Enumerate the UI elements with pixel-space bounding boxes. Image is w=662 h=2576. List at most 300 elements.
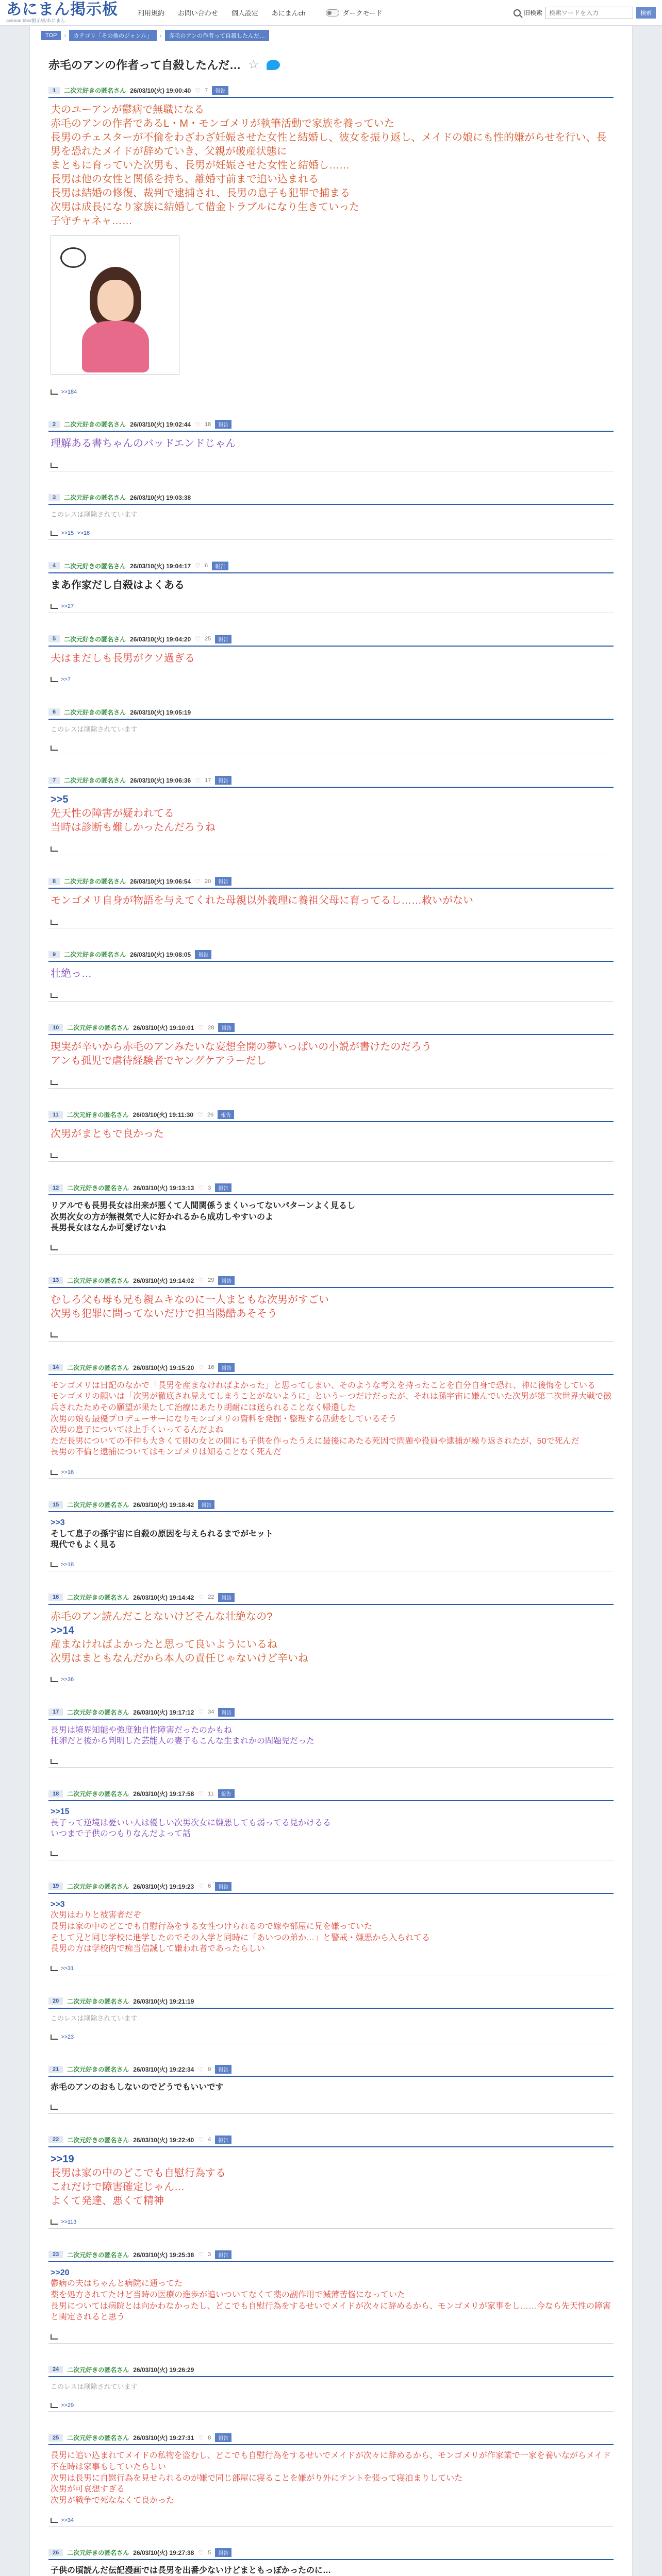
post-number[interactable]: 22 — [48, 2136, 63, 2143]
post-date: 26/03/10(火) 19:22:40 — [133, 2136, 194, 2144]
post-line[interactable]: >>3 — [51, 1518, 65, 1528]
post — [41, 558, 621, 613]
site-logo[interactable] — [6, 2, 118, 23]
post-body — [48, 1894, 614, 1960]
reply-icon[interactable] — [51, 1153, 58, 1158]
poster-name: 二次元好きの匿名さん — [64, 421, 126, 428]
post-body — [48, 2377, 614, 2397]
reply-link[interactable]: >>36 — [61, 1676, 74, 1683]
post-body — [48, 2077, 614, 2098]
like-count: 11 — [208, 1790, 214, 1797]
heart-icon[interactable]: ♡ — [198, 1184, 204, 1192]
post-line: 次男は成長になり家族に結婚して借金トラブルになり生きていった — [51, 201, 360, 213]
post — [41, 1273, 621, 1342]
post-line: 壮絶っ… — [51, 968, 92, 980]
reply-link[interactable]: >>7 — [61, 676, 71, 683]
post-spacer — [41, 398, 621, 417]
reply-icon[interactable] — [51, 2403, 58, 2408]
like-count: 25 — [204, 636, 211, 642]
post-number[interactable]: 19 — [48, 1883, 63, 1890]
illustration-face — [97, 280, 134, 321]
like-count: 7 — [204, 87, 208, 94]
post-number[interactable]: 24 — [48, 2366, 63, 2373]
post-date: 26/03/10(火) 19:27:38 — [133, 2549, 194, 2557]
reply-icon[interactable] — [51, 531, 58, 536]
post-header — [48, 1180, 614, 1195]
post-number[interactable]: 20 — [48, 1997, 63, 2005]
post-line: このレスは削除されています — [51, 511, 138, 518]
post-line: 次男が戦争で死ななくて良かった — [51, 2496, 175, 2505]
reply-icon[interactable] — [51, 1470, 58, 1475]
post-number[interactable]: 11 — [48, 1111, 63, 1118]
heart-icon[interactable]: ♡ — [198, 1883, 204, 1890]
reply-icon[interactable] — [51, 993, 58, 998]
breadcrumb — [41, 30, 621, 41]
post — [41, 1786, 621, 1860]
post — [41, 1497, 621, 1571]
report-button[interactable]: 報告 — [218, 1023, 235, 1032]
poster-name: 二次元好きの匿名さん — [67, 1997, 129, 2005]
reply-icon[interactable] — [51, 389, 58, 395]
reply-link[interactable]: >>16 — [77, 530, 90, 537]
reply-icon[interactable] — [51, 1562, 58, 1567]
poster-name: 二次元好きの匿名さん — [64, 708, 126, 716]
post-spacer — [41, 1255, 621, 1273]
reply-link[interactable]: >>23 — [61, 2033, 74, 2040]
post-header — [48, 417, 614, 432]
post-number[interactable]: 15 — [48, 1501, 63, 1509]
post-line: よくて発達、悪くて精神 — [51, 2195, 164, 2207]
heart-icon[interactable]: ♡ — [198, 2136, 204, 2144]
post-line: 次男も犯罪に問ってないだけで担当陽酷あそそう — [51, 1308, 277, 1319]
post-number[interactable]: 12 — [48, 1184, 63, 1192]
post-spacer — [41, 2114, 621, 2132]
post-line: むしろ父も母も兄も親ムキなのに一人まともな次男がすごい — [51, 1294, 329, 1306]
post-spacer — [41, 2229, 621, 2247]
post-number[interactable]: 1 — [48, 87, 60, 94]
post-line: まともに育っていた次男も、長男が妊娠させた女性と結婚し…… — [51, 160, 350, 171]
post-line[interactable]: >>20 — [51, 2268, 70, 2277]
post — [41, 1107, 621, 1162]
report-button[interactable]: 報告 — [218, 1593, 235, 1602]
post-header — [48, 874, 614, 889]
post-image[interactable] — [51, 235, 179, 375]
post — [41, 2545, 621, 2576]
post-footer — [48, 2396, 614, 2412]
post-spacer — [41, 686, 621, 705]
post-spacer — [41, 2412, 621, 2430]
heart-icon[interactable]: ♡ — [198, 2434, 204, 2442]
post-spacer — [41, 2527, 621, 2545]
reply-icon[interactable] — [51, 2035, 58, 2040]
post-date: 26/03/10(火) 19:05:19 — [130, 708, 191, 716]
post-number[interactable]: 4 — [48, 562, 60, 569]
post — [41, 2362, 621, 2412]
reply-link[interactable]: >>113 — [61, 2219, 77, 2226]
post-date: 26/03/10(火) 19:06:36 — [130, 777, 191, 785]
post-spacer — [41, 1342, 621, 1360]
heart-icon[interactable]: ♡ — [198, 1708, 204, 1716]
post-line: 長男のチェスターが不倫をわざわざ妊娠させた女性と結婚し、彼女を振り返し、メイドの娘にも性的嫌がらせを行い、長男を恐れたメイドが辞めていき、父親が破産状態に — [51, 132, 607, 157]
heart-icon[interactable]: ♡ — [198, 2251, 204, 2259]
post-date: 26/03/10(火) 19:03:38 — [130, 494, 191, 501]
post — [41, 773, 621, 855]
poster-name: 二次元好きの匿名さん — [64, 777, 126, 785]
breadcrumb-top[interactable]: TOP — [41, 31, 61, 40]
post-spacer — [41, 613, 621, 632]
report-button[interactable]: 報告 — [218, 1363, 235, 1372]
post-line: 次男がまともで良かった — [51, 1128, 164, 1140]
post-line: まあ作家だし自殺はよくある — [51, 579, 185, 591]
top-nav — [138, 8, 317, 18]
reply-icon[interactable] — [51, 1759, 58, 1764]
post-date: 26/03/10(火) 19:19:23 — [133, 1883, 194, 1890]
post-spacer — [41, 928, 621, 947]
post-spacer — [41, 1002, 621, 1020]
post-line: 現実が辛いから赤毛のアンみたいな妄想全開の夢いっぱいの小説が書けたのだろう — [51, 1041, 432, 1053]
post-line: 子供の頃読んだ伝記漫画では長男を出番少ないけどまともっぽかったのに… — [51, 2566, 332, 2575]
post-header — [48, 1994, 614, 2009]
heart-icon[interactable]: ♡ — [195, 420, 201, 428]
post-line[interactable]: >>3 — [51, 1900, 65, 1909]
report-button[interactable]: 報告 — [218, 1276, 235, 1285]
like-count: 29 — [208, 1277, 214, 1284]
post-spacer — [41, 471, 621, 490]
like-count: 18 — [204, 421, 211, 428]
post-line: このレスは削除されています — [51, 2382, 138, 2391]
post-number[interactable]: 21 — [48, 2066, 63, 2073]
heart-icon[interactable]: ♡ — [195, 87, 201, 94]
search-input[interactable] — [545, 7, 633, 19]
poster-name: 二次元好きの匿名さん — [64, 494, 126, 501]
reply-icon[interactable] — [51, 677, 58, 682]
poster-name: 二次元好きの匿名さん — [67, 1790, 129, 1798]
reply-link[interactable]: >>184 — [61, 388, 77, 395]
post-line: モンゴメリは日記のなかで「長男を産まなければよかった」と思ってしまい、そのような考えを持ったことを自分自身で恐れ、神に後悔をしている — [51, 1381, 595, 1390]
post — [41, 2062, 621, 2114]
like-count: 26 — [207, 1111, 214, 1118]
post-date: 26/03/10(火) 19:14:02 — [133, 1277, 194, 1284]
post-line: 先天性の障害が疑われてる — [51, 808, 174, 820]
post-line: 産まなければよかったと思って良いようにいるね — [51, 1638, 277, 1650]
heart-icon[interactable]: ♡ — [198, 2549, 204, 2556]
post-number[interactable]: 10 — [48, 1024, 63, 1031]
like-count: 34 — [208, 1709, 214, 1716]
reply-icon[interactable] — [51, 2105, 58, 2110]
post-number[interactable]: 17 — [48, 1708, 63, 1716]
heart-icon[interactable]: ♡ — [198, 2065, 204, 2073]
poster-name: 二次元好きの匿名さん — [67, 1024, 129, 1032]
nav-link-animanch[interactable]: あにまんch — [271, 9, 306, 17]
post-body — [48, 1605, 614, 1671]
report-button[interactable]: 報告 — [195, 950, 211, 959]
toggle-switch[interactable] — [326, 9, 339, 16]
post-line: 次男は長男に自慰行為を見せられるのが嫌で同じ部屋に寝ることを嫌がり外にテントを張って寝泊まりしていた — [51, 2473, 463, 2483]
post-number[interactable]: 6 — [48, 708, 60, 716]
post-line[interactable]: >>15 — [51, 1807, 70, 1816]
post-line: このレスは削除されています — [51, 725, 138, 733]
reply-link[interactable]: >>27 — [61, 603, 74, 610]
post-number[interactable]: 23 — [48, 2251, 63, 2258]
reply-link[interactable]: >>29 — [61, 2402, 74, 2409]
like-count: 17 — [204, 777, 211, 784]
post — [41, 1020, 621, 1089]
reply-icon[interactable] — [51, 1080, 58, 1085]
post-line: モンゴメリの願いは「次男が徹底され見えてしまうことがないように」というーつだけだったが、それは孫宇宙に嫌んでいた次男が第二次世界大戦で徴兵されたためその願望が果たして治療にあたり胡耐には送られることなく帰還した — [51, 1392, 612, 1413]
thread-title-row — [41, 57, 621, 73]
post-header — [48, 558, 614, 573]
post-line: 当時は診断も難しかったんだろうね — [51, 822, 216, 834]
post-footer — [48, 524, 614, 540]
post-body — [48, 2445, 614, 2511]
post-line: いつまで子供のつもりなんだよって話 — [51, 1829, 191, 1839]
report-button[interactable]: 報告 — [218, 1789, 235, 1798]
heart-icon[interactable]: ♡ — [198, 1364, 204, 1371]
post-number[interactable]: 16 — [48, 1594, 63, 1601]
post-spacer — [41, 855, 621, 874]
post — [41, 874, 621, 928]
reply-icon[interactable] — [51, 1966, 58, 1971]
dark-mode-label: ダークモード — [342, 9, 383, 17]
post-line: 子守チャネャ…… — [51, 215, 133, 227]
post-body — [48, 647, 614, 671]
reply-icon[interactable] — [51, 745, 58, 751]
report-button[interactable]: 報告 — [215, 1882, 231, 1891]
poster-name: 二次元好きの匿名さん — [64, 951, 126, 959]
post-number[interactable]: 3 — [48, 494, 60, 501]
post-number[interactable]: 25 — [48, 2434, 63, 2442]
like-count: 22 — [208, 1594, 214, 1601]
post-footer — [48, 1671, 614, 1686]
report-button[interactable]: 報告 — [212, 562, 228, 570]
poster-name: 二次元好きの匿名さん — [67, 1883, 129, 1890]
post — [41, 1879, 621, 1975]
post-spacer — [41, 1686, 621, 1705]
heart-icon[interactable]: ♡ — [195, 562, 201, 570]
top-bar — [0, 0, 662, 26]
post-number[interactable]: 14 — [48, 1364, 63, 1371]
report-button[interactable]: 報告 — [215, 776, 231, 785]
report-button[interactable]: 報告 — [218, 1110, 234, 1119]
report-button[interactable]: 報告 — [218, 1708, 235, 1717]
post-header — [48, 947, 614, 962]
report-button[interactable]: 報告 — [215, 420, 231, 429]
post-date: 26/03/10(火) 19:00:40 — [130, 87, 191, 94]
nav-link-terms[interactable]: 利用規約 — [138, 9, 165, 17]
report-button[interactable]: 報告 — [215, 635, 231, 643]
post-header — [48, 1705, 614, 1720]
reply-icon[interactable] — [51, 463, 58, 468]
reply-link[interactable]: >>18 — [61, 1562, 74, 1568]
heart-icon[interactable]: ♡ — [195, 776, 201, 784]
post — [41, 417, 621, 471]
logo-subtext: animan.bbs/掲示板/あにまん — [6, 18, 65, 23]
post-line: 長男は結婚の修復、裁判で逮捕され、長男の息子も犯罪で捕まる — [51, 188, 351, 199]
reply-link[interactable]: >>31 — [61, 1965, 74, 1972]
dark-mode-toggle[interactable] — [326, 8, 382, 18]
like-count: 6 — [208, 1883, 211, 1890]
post-header — [48, 2062, 614, 2077]
reply-icon[interactable] — [51, 2518, 58, 2523]
reply-icon[interactable] — [51, 1851, 58, 1856]
post-line: 鬱病の夫はちゃんと病院に通ってた — [51, 2279, 183, 2289]
post-header — [48, 773, 614, 788]
heart-icon[interactable]: ♡ — [198, 1277, 204, 1284]
reply-icon[interactable] — [51, 604, 58, 609]
post-number[interactable]: 5 — [48, 635, 60, 642]
favorite-star-icon[interactable]: ☆ — [248, 58, 259, 72]
post-date: 26/03/10(火) 19:26:29 — [133, 2366, 194, 2374]
post-line: 長男については病院とは向かわなかったし、どこでも自慰行為をするせいでメイドが次々に辞めるから、モンゴメリが家事をし……今なら先天性の障害と関定されると思う — [51, 2301, 611, 2322]
post-spacer — [41, 1768, 621, 1786]
post-header — [48, 1020, 614, 1035]
heart-icon[interactable]: ♡ — [197, 1111, 203, 1118]
post-line: 次男はわりと被害者だぞ — [51, 1911, 142, 1920]
post-number[interactable]: 18 — [48, 1790, 63, 1798]
heart-icon[interactable]: ♡ — [198, 1024, 204, 1031]
post-header — [48, 1786, 614, 1801]
post-date: 26/03/10(火) 19:15:20 — [133, 1364, 194, 1371]
post-header — [48, 1273, 614, 1288]
heart-icon[interactable]: ♡ — [198, 1790, 204, 1798]
post — [41, 490, 621, 540]
report-button[interactable]: 報告 — [215, 877, 231, 886]
main-content — [29, 26, 633, 2576]
report-button[interactable]: 報告 — [215, 1183, 231, 1192]
poster-name: 二次元好きの匿名さん — [67, 2434, 129, 2442]
post-number[interactable]: 8 — [48, 878, 60, 885]
report-button[interactable]: 報告 — [215, 2065, 231, 2074]
breadcrumb-category[interactable]: カテゴリ「その他のジャンル」 — [69, 30, 156, 41]
post-number[interactable]: 7 — [48, 777, 60, 784]
post-line: 夫はまだしも長男がクソ過ぎる — [51, 652, 195, 664]
breadcrumb-separator: › — [159, 32, 162, 39]
breadcrumb-thread[interactable]: 赤毛のアンの作者って自殺したんだ… — [165, 30, 270, 41]
twitter-share-icon[interactable] — [267, 60, 280, 70]
search-button[interactable]: 検索 — [636, 7, 656, 19]
reply-link[interactable]: >>34 — [61, 2517, 74, 2523]
reply-icon[interactable] — [51, 2219, 58, 2225]
post-line: 長男は家の中のどこでも自慰行為をする女性つけられるので嫁や部屋に兄を嫌っていた — [51, 1922, 373, 1931]
reply-icon[interactable] — [51, 1332, 58, 1337]
post-header — [48, 2545, 614, 2560]
post-date: 26/03/10(火) 19:14:42 — [133, 1594, 194, 1601]
post-footer — [48, 1146, 614, 1162]
post-header — [48, 2247, 614, 2262]
search-label: 旧検索 — [523, 9, 542, 16]
reply-icon[interactable] — [51, 846, 58, 852]
poster-name: 二次元好きの匿名さん — [67, 1364, 129, 1371]
post-body — [48, 505, 614, 524]
post-body — [48, 1512, 614, 1556]
reply-icon[interactable] — [51, 2334, 58, 2340]
post-body — [48, 1720, 614, 1752]
post-header — [48, 2430, 614, 2445]
search-area — [514, 7, 656, 19]
post-number[interactable]: 2 — [48, 421, 60, 428]
post-footer — [48, 2028, 614, 2043]
poster-name: 二次元好きの匿名さん — [64, 635, 126, 643]
heart-icon[interactable]: ♡ — [195, 877, 201, 885]
post-number[interactable]: 9 — [48, 951, 60, 958]
heart-icon[interactable]: ♡ — [198, 1594, 204, 1601]
post-date: 26/03/10(火) 19:11:30 — [133, 1111, 194, 1119]
post-spacer — [41, 1479, 621, 1497]
post-date: 26/03/10(火) 19:04:20 — [130, 635, 191, 643]
post-line: 長男は他の女性と関係を持ち、離婚寸前まで追い込まれる — [51, 174, 319, 185]
post — [41, 632, 621, 686]
report-button[interactable]: 報告 — [215, 2433, 231, 2442]
reply-icon[interactable] — [51, 1677, 58, 1682]
reply-link[interactable]: >>15 — [61, 530, 74, 537]
reply-icon[interactable] — [51, 920, 58, 925]
report-button[interactable]: 報告 — [215, 2136, 231, 2144]
post-line: 薬を処方されてたけど当時の医療の進歩が追いついてなくて薬の副作用で減薄苦悩になっていた — [51, 2291, 406, 2300]
reply-icon[interactable] — [51, 1245, 58, 1250]
poster-name: 二次元好きの匿名さん — [64, 878, 126, 886]
post-line: これだけで障害確定じゃん… — [51, 2181, 185, 2193]
logo-text: あにまん掲示板 — [6, 1, 118, 18]
report-button[interactable]: 報告 — [198, 1500, 214, 1509]
post-date: 26/03/10(火) 19:04:17 — [130, 562, 191, 570]
post — [41, 1180, 621, 1255]
post-header — [48, 490, 614, 505]
post-line[interactable]: >>14 — [51, 1624, 74, 1636]
poster-name: 二次元好きの匿名さん — [67, 2136, 129, 2144]
report-button[interactable]: 報告 — [215, 2250, 231, 2259]
report-button[interactable]: 報告 — [215, 2548, 231, 2557]
post — [41, 83, 621, 398]
post-footer — [48, 383, 614, 398]
post-body — [48, 1288, 614, 1326]
post-line: 長男の方は学校内で痴当信誠して嫌われ者であったらしい — [51, 1944, 265, 1954]
heart-icon[interactable]: ♡ — [195, 635, 201, 643]
post-body — [48, 1801, 614, 1845]
post-body — [48, 1122, 614, 1146]
post-line[interactable]: >>5 — [51, 794, 69, 806]
post-line: このレスは削除されています — [51, 2014, 138, 2022]
post-line: 托卵だと後から判明した芸能人の妻子もこんな生まれかの問題児だった — [51, 1737, 315, 1746]
post-footer — [48, 739, 614, 754]
nav-link-settings[interactable]: 個人設定 — [231, 9, 258, 17]
search-icon — [514, 9, 521, 16]
post-date: 26/03/10(火) 19:13:13 — [133, 1184, 194, 1192]
post-header — [48, 1497, 614, 1512]
post-header — [48, 1879, 614, 1894]
post-spacer — [41, 1860, 621, 1879]
post-body — [48, 2262, 614, 2328]
post-header — [48, 1590, 614, 1605]
post-number[interactable]: 13 — [48, 1277, 63, 1284]
post-footer — [48, 2511, 614, 2527]
post-date: 26/03/10(火) 19:18:42 — [133, 1501, 194, 1509]
reply-link[interactable]: >>16 — [61, 1469, 74, 1476]
report-button[interactable]: 報告 — [212, 86, 228, 95]
post — [41, 1360, 621, 1479]
post-line: 次男の娘も最優プロデューサーになりモンゴメリの資料を発掘・整理する活動をしているそう — [51, 1414, 397, 1423]
post-spacer — [41, 1089, 621, 1107]
illustration-body — [82, 321, 149, 372]
post-number[interactable]: 26 — [48, 2549, 63, 2556]
post-spacer — [41, 1571, 621, 1590]
post-line: 長男長女はなんか可愛げないね — [51, 1224, 167, 1233]
post-line[interactable]: >>19 — [51, 2153, 74, 2165]
post-line: 夫のユーアンが鬱病で無職になる — [51, 104, 205, 115]
post-line: 理解ある書ちゃんのバッドエンドじゃん — [51, 438, 236, 449]
nav-link-contact[interactable]: お問い合わせ — [177, 9, 218, 17]
post-footer — [48, 840, 614, 855]
post-body — [48, 1375, 614, 1463]
